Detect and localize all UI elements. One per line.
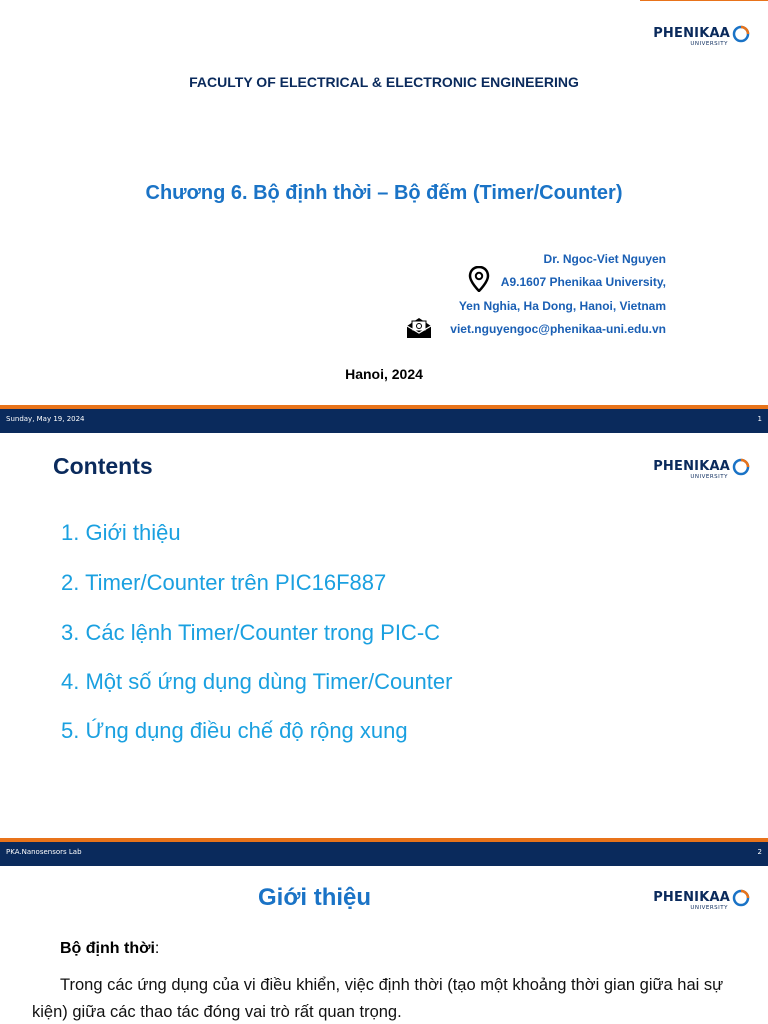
section-term [60,940,159,958]
contents-slide [0,433,768,838]
contents-title: Contents [53,453,153,479]
toc-item[interactable]: 4. Một số ứng dụng dùng Timer/Counter [61,669,453,694]
intro-slide [0,866,768,1024]
logo-accent-line [640,0,768,1]
author-name: Dr. Ngoc-Viet Nguyen [543,252,666,266]
phenikaa-logo [638,455,758,485]
toc-item[interactable]: 1. Giới thiệu [61,520,181,545]
email-address[interactable]: viet.nguyengoc@phenikaa-uni.edu.vn [450,322,666,336]
phenikaa-logo-icon [732,889,750,907]
email-icon [405,316,433,340]
address-line1: A9.1607 Phenikaa University, [500,275,666,289]
logo-subtitle: UNIVERSITY [690,905,728,911]
term-colon: : [154,940,160,957]
location-pin-icon [468,266,490,292]
footer-date: Sunday, May 19, 2024 [6,415,85,423]
term-label: Bộ định thời [60,940,155,957]
title-slide [0,0,768,405]
chapter-title: Chương 6. Bộ định thời – Bộ đếm (Timer/Counter) [145,182,623,204]
logo-subtitle: UNIVERSITY [690,474,728,480]
intro-title: Giới thiệu [258,884,372,911]
logo-brand: PHENIKAA [653,459,730,474]
logo-brand: PHENIKAA [653,890,730,905]
place-date: Hanoi, 2024 [345,366,423,382]
phenikaa-logo [638,886,758,916]
phenikaa-logo [638,22,758,52]
footer-accent [0,838,768,842]
phenikaa-logo-icon [732,458,750,476]
address-line2: Yen Nghia, Ha Dong, Hanoi, Vietnam [458,299,666,313]
slide-number: 1 [757,415,762,423]
logo-brand: PHENIKAA [653,26,730,41]
footer-lab: PKA.Nanosensors Lab [6,848,82,856]
intro-paragraph: Trong các ứng dụng của vi điều khiển, việc định thời (tạo một khoảng thời gian giữa hai sự kiện) giữa các thao tác đóng vai trò rất quan trọng. [32,976,724,1021]
logo-subtitle: UNIVERSITY [690,41,728,47]
phenikaa-logo-icon [732,25,750,43]
toc-item[interactable]: 2. Timer/Counter trên PIC16F887 [61,570,387,595]
slide1-footer [0,405,768,433]
faculty-name: FACULTY OF ELECTRICAL & ELECTRONIC ENGINEERING [189,74,579,90]
toc-item[interactable]: 5. Ứng dụng điều chế độ rộng xung [61,718,408,743]
slide-number: 2 [757,848,762,856]
slide2-footer [0,838,768,866]
toc-item[interactable]: 3. Các lệnh Timer/Counter trong PIC-C [61,620,441,645]
footer-accent [0,405,768,409]
